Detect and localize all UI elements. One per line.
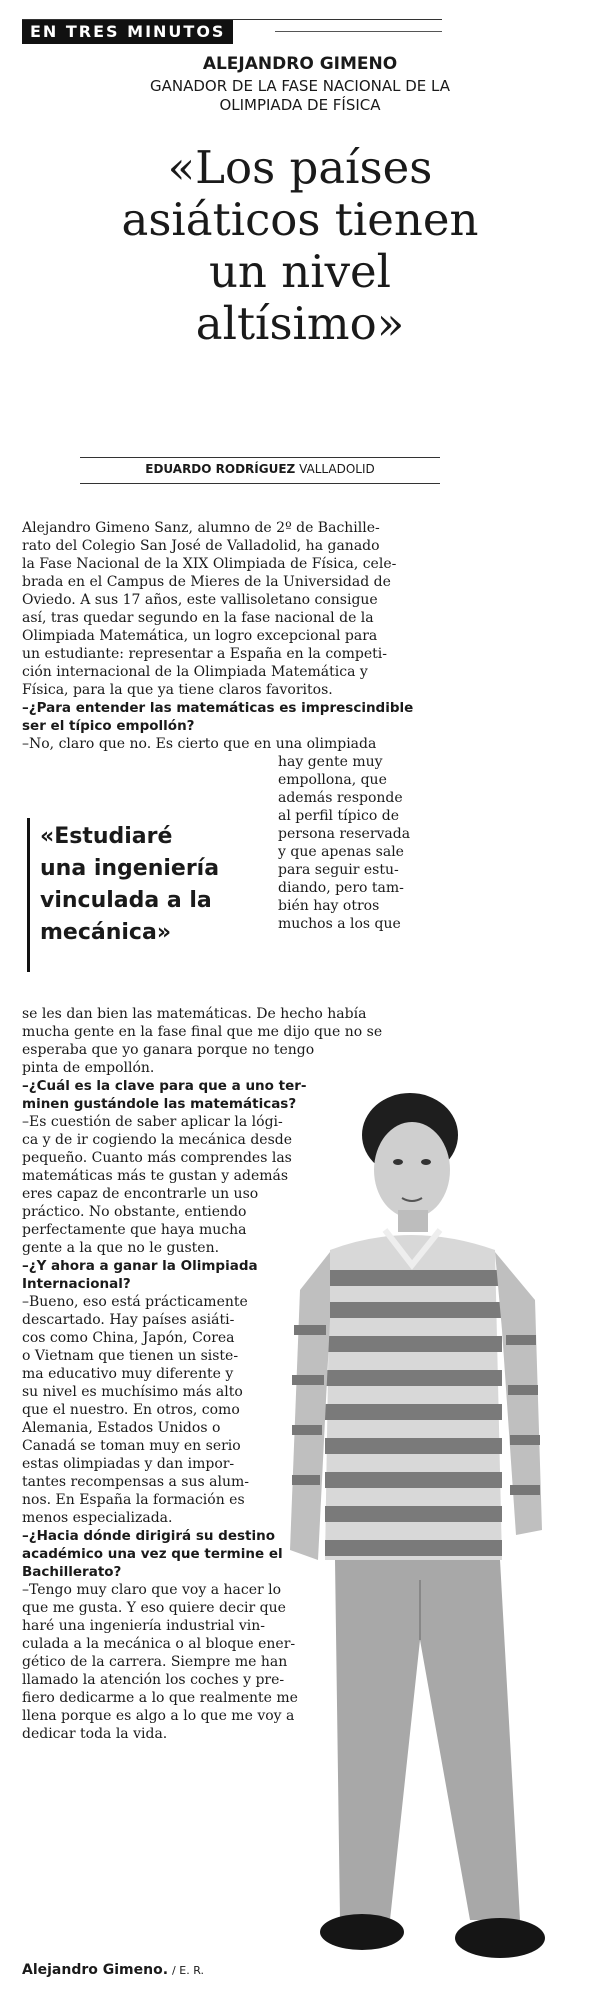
question-line: –¿Y ahora a ganar la Olimpiada (22, 1258, 258, 1274)
byline-rule (80, 457, 440, 458)
body-text-line: además responde (278, 790, 403, 806)
headline-line: «Los países (167, 141, 433, 194)
caption-credit: / E. R. (172, 1964, 204, 1977)
body-text-line: Física, para la que ya tiene claros favoritos. (22, 682, 333, 698)
body-text-line: llamado la atención los coches y pre- (22, 1672, 285, 1688)
pull-quote-line: mecánica» (40, 920, 172, 945)
pull-quote-bar (27, 818, 30, 972)
body-text-line: –Es cuestión de saber aplicar la lógi- (22, 1114, 283, 1130)
body-text-line: hay gente muy (278, 754, 383, 770)
body-text-line: mucha gente en la fase final que me dijo que no se (22, 1024, 383, 1040)
interviewee-name: ALEJANDRO GIMENO (202, 54, 398, 74)
question-line: académico una vez que termine el (22, 1546, 283, 1562)
body-text-line: esperaba que yo ganara porque no tengo (22, 1042, 315, 1058)
body-text-line: brada en el Campus de Mieres de la Universidad de (22, 574, 391, 590)
byline-author: EDUARDO RODRÍGUEZ (145, 462, 296, 476)
body-text-line: haré una ingeniería industrial vin- (22, 1618, 265, 1634)
question-line: –¿Cuál es la clave para que a uno ter- (22, 1078, 307, 1094)
body-text-line: –No, claro que no. Es cierto que en una olimpiada (22, 736, 377, 752)
body-text-line: se les dan bien las matemáticas. De hecho había (22, 1006, 367, 1022)
body-text-line: –Tengo muy claro que voy a hacer lo (22, 1582, 282, 1598)
pull-quote-line: vinculada a la (40, 888, 212, 913)
body-text-line: que el nuestro. En otros, como (22, 1402, 240, 1418)
question-line: ser el típico empollón? (22, 718, 195, 734)
body-text-line: menos especializada. (22, 1510, 173, 1526)
question-line: Bachillerato? (22, 1564, 122, 1580)
photo-caption (22, 1962, 204, 1978)
caption-name: Alejandro Gimeno. (22, 1962, 169, 1978)
body-text-line: para seguir estu- (278, 862, 399, 878)
body-text-line: al perfil típico de (278, 808, 399, 824)
body-text-line: matemáticas más te gustan y además (22, 1168, 289, 1184)
body-text-line: bién hay otros (278, 898, 380, 914)
body-text-line: así, tras quedar segundo en la fase nacional de la (22, 610, 374, 626)
body-text-line: pequeño. Cuanto más comprendes las (22, 1150, 292, 1166)
question-line: –¿Hacia dónde dirigirá su destino (22, 1528, 275, 1544)
body-text-line: gético de la carrera. Siempre me han (22, 1654, 288, 1670)
body-text-line: un estudiante: representar a España en la competi- (22, 646, 387, 662)
body-text-line: práctico. No obstante, entiendo (22, 1204, 247, 1220)
body-text-line: Alejandro Gimeno Sanz, alumno de 2º de Bachille- (22, 520, 380, 536)
body-text-line: Canadá se toman muy en serio (22, 1438, 241, 1454)
body-text-line: culada a la mecánica o al bloque ener- (22, 1636, 296, 1652)
pull-quote-line: una ingeniería (40, 856, 220, 881)
interviewee-role-line: OLIMPIADA DE FÍSICA (219, 96, 381, 114)
body-text-line: descartado. Hay países asiáti- (22, 1312, 235, 1328)
body-text-line: eres capaz de encontrarle un uso (22, 1186, 259, 1202)
body-text-line: ma educativo muy diferente y (22, 1366, 234, 1382)
question-line: Internacional? (22, 1276, 131, 1292)
body-text-line: llena porque es algo a lo que me voy a (22, 1708, 295, 1724)
interviewee-role-line: GANADOR DE LA FASE NACIONAL DE LA (149, 77, 450, 95)
body-text-line: ción internacional de la Olimpiada Matemática y (22, 664, 368, 680)
section-divider (275, 31, 442, 32)
body-text-line: Oviedo. A sus 17 años, este vallisoletano consigue (22, 592, 378, 608)
byline (80, 462, 440, 476)
body-text-line: diando, pero tam- (278, 880, 404, 896)
question-line: –¿Para entender las matemáticas es imprescindible (22, 700, 414, 716)
body-text-line: empollona, que (278, 772, 387, 788)
headline-line: altísimo» (195, 297, 405, 350)
body-text-line: estas olimpiadas y dan impor- (22, 1456, 235, 1472)
student-figure (290, 1093, 545, 1958)
byline-rule (80, 483, 440, 484)
byline-place: VALLADOLID (299, 462, 375, 476)
body-text-line: o Vietnam que tienen un siste- (22, 1348, 239, 1364)
body-text-line: persona reservada (278, 826, 411, 842)
body-text-line: tantes recompensas a sus alum- (22, 1474, 249, 1490)
body-text-line: cos como China, Japón, Corea (22, 1330, 235, 1346)
body-text-line: perfectamente que haya mucha (22, 1222, 247, 1238)
body-text-line: ca y de ir cogiendo la mecánica desde (22, 1132, 292, 1148)
body-text-line: dedicar toda la vida. (22, 1726, 168, 1742)
body-text-line: pinta de empollón. (22, 1060, 155, 1076)
body-text-line: nos. En España la formación es (22, 1492, 245, 1508)
headline-line: un nivel (208, 245, 392, 298)
body-text-line: la Fase Nacional de la XIX Olimpiada de Física, cele- (22, 556, 397, 572)
body-text-line: y que apenas sale (278, 844, 404, 860)
body-text-line: Olimpiada Matemática, un logro excepcional para (22, 628, 378, 644)
body-text-line: –Bueno, eso está prácticamente (22, 1294, 248, 1310)
body-text-line: muchos a los que (278, 916, 401, 932)
student-portrait-photo (290, 1080, 590, 2000)
body-text-line: su nivel es muchísimo más alto (22, 1384, 243, 1400)
pull-quote-line: «Estudiaré (40, 824, 173, 849)
body-text-line: gente a la que no le gusten. (22, 1240, 220, 1256)
body-text-line: Alemania, Estados Unidos o (22, 1420, 221, 1436)
question-line: minen gustándole las matemáticas? (22, 1096, 297, 1112)
headline-line: asiáticos tienen (121, 193, 479, 246)
body-text-line: que me gusta. Y eso quiere decir que (22, 1600, 286, 1616)
section-tag: EN TRES MINUTOS (22, 20, 233, 44)
body-text-line: rato del Colegio San José de Valladolid, ha ganado (22, 538, 380, 554)
body-text-line: fiero dedicarme a lo que realmente me (22, 1690, 298, 1706)
